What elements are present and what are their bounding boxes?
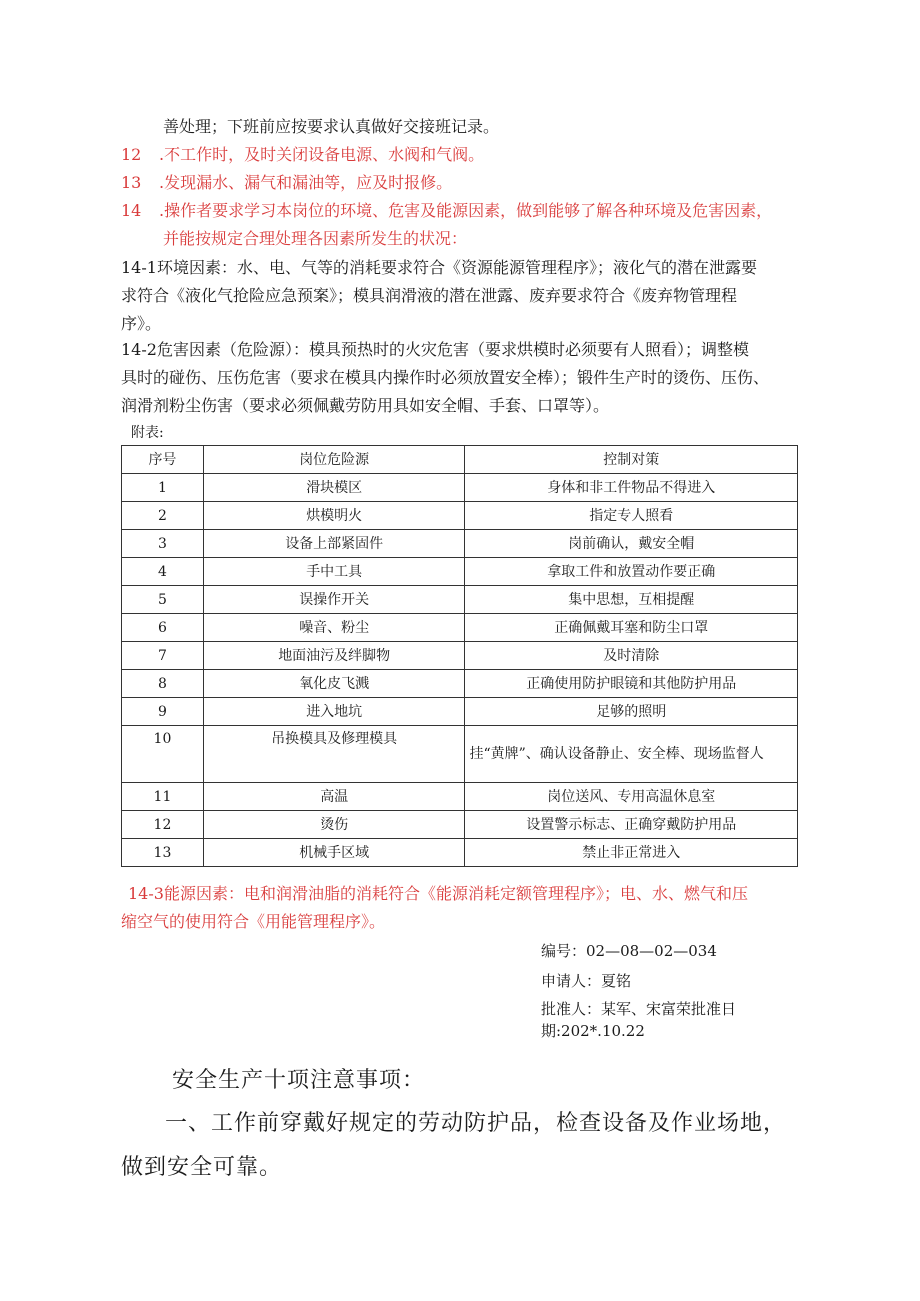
table-row [122, 530, 798, 558]
row-control: 岗前确认，戴安全帽 [465, 530, 798, 558]
env-factors-line3: 序》。 [121, 314, 162, 333]
row-no: 11 [122, 783, 204, 811]
table-row [122, 502, 798, 530]
env-factors-line1: 14-1环境因素：水、电、气等的消耗要求符合《资源能源管理程序》；液化气的潜在泄露要 [121, 258, 757, 277]
row-no: 8 [122, 670, 204, 698]
row-hazard: 进入地坑 [203, 698, 465, 726]
hazard-factors-line1: 14-2危害因素（危险源）：模具预热时的火灾危害（要求烘模时必须要有人照看）；调整模 [121, 340, 749, 359]
row-hazard: 设备上部紧固件 [203, 530, 465, 558]
row-no: 5 [122, 586, 204, 614]
row-no: 1 [122, 474, 204, 502]
row-hazard: 烫伤 [203, 811, 465, 839]
table-row [122, 474, 798, 502]
hazard-factors-line3: 润滑剂粉尘伤害（要求必须佩戴劳防用具如安全帽、手套、口罩等）。 [121, 396, 610, 415]
row-hazard: 吊换模具及修理模具 [203, 726, 465, 783]
document-code: 编号：02—08—02—034 [541, 942, 717, 960]
table-row [122, 642, 798, 670]
intro-line: 善处理；下班前应按要求认真做好交接班记录。 [163, 117, 500, 136]
row-hazard: 误操作开关 [203, 586, 465, 614]
row-hazard: 手中工具 [203, 558, 465, 586]
row-no: 6 [122, 614, 204, 642]
item-13 [121, 169, 452, 197]
item-number: 12 [121, 145, 142, 164]
item-14 [121, 197, 772, 225]
hazard-control-table [121, 445, 798, 867]
row-hazard: 噪音、粉尘 [203, 614, 465, 642]
row-no: 12 [122, 811, 204, 839]
row-no: 2 [122, 502, 204, 530]
row-no: 3 [122, 530, 204, 558]
approver-line2: 期:202*.10.22 [541, 1022, 645, 1040]
hazard-factors-line2: 具时的碰伤、压伤危害（要求在模具内操作时必须放置安全棒）；锻件生产时的烫伤、压伤、 [121, 368, 770, 387]
table-row [122, 614, 798, 642]
item-text: .操作者要求学习本岗位的环境、危害及能源因素，做到能够了解各种环境及危害因素， [159, 201, 773, 220]
table-row [122, 698, 798, 726]
row-no: 7 [122, 642, 204, 670]
item-text: .不工作时，及时关闭设备电源、水阀和气阀。 [159, 145, 485, 164]
row-no: 9 [122, 698, 204, 726]
table-row [122, 558, 798, 586]
row-no: 4 [122, 558, 204, 586]
table-row [122, 839, 798, 867]
safety-title: 安全生产十项注意事项： [172, 1068, 426, 1093]
safety-item1-line2: 做到安全可靠。 [121, 1155, 283, 1180]
approver-line1: 批准人：某军、宋富荣批准日 [541, 1000, 737, 1018]
row-hazard: 滑块模区 [203, 474, 465, 502]
row-control: 集中思想，互相提醒 [465, 586, 798, 614]
row-hazard: 烘模明火 [203, 502, 465, 530]
header-hazard: 岗位危险源 [203, 446, 465, 474]
row-control: 及时清除 [465, 642, 798, 670]
table-row [122, 726, 798, 783]
row-control: 正确佩戴耳塞和防尘口罩 [465, 614, 798, 642]
row-hazard: 高温 [203, 783, 465, 811]
table-row [122, 670, 798, 698]
table-row [122, 783, 798, 811]
row-hazard: 机械手区域 [203, 839, 465, 867]
row-control: 身体和非工件物品不得进入 [465, 474, 798, 502]
row-hazard: 地面油污及绊脚物 [203, 642, 465, 670]
row-control: 正确使用防护眼镜和其他防护用品 [465, 670, 798, 698]
header-control: 控制对策 [465, 446, 798, 474]
table-caption: 附表: [131, 425, 164, 441]
row-control: 足够的照明 [465, 698, 798, 726]
row-no: 13 [122, 839, 204, 867]
header-no: 序号 [122, 446, 204, 474]
table-header-row [122, 446, 798, 474]
row-control: 岗位送风、专用高温休息室 [465, 783, 798, 811]
energy-factors-line1: 14-3能源因素：电和润滑油脂的消耗符合《能源消耗定额管理程序》；电、水、燃气和压 [128, 884, 748, 903]
item-text: .发现漏水、漏气和漏油等，应及时报修。 [159, 173, 453, 192]
row-control: 禁止非正常进入 [465, 839, 798, 867]
row-hazard: 氧化皮飞溅 [203, 670, 465, 698]
env-factors-line2: 求符合《液化气抢险应急预案》；模具润滑液的潜在泄露、废弃要求符合《废弃物管理程 [121, 286, 738, 305]
applicant: 申请人：夏铭 [541, 972, 632, 990]
item-12 [121, 141, 484, 169]
energy-factors-line2: 缩空气的使用符合《用能管理程序》。 [121, 912, 386, 931]
row-control: 挂“黄牌”、确认设备静止、安全棒、现场监督人 [465, 726, 798, 783]
row-control: 拿取工件和放置动作要正确 [465, 558, 798, 586]
row-control: 设置警示标志、正确穿戴防护用品 [465, 811, 798, 839]
table-row [122, 811, 798, 839]
safety-item1-line1: 一、工作前穿戴好规定的劳动防护品，检查设备及作业场地， [165, 1111, 787, 1136]
row-control: 指定专人照看 [465, 502, 798, 530]
item-number: 14 [121, 201, 142, 220]
table-row [122, 586, 798, 614]
item-14-continuation: 并能按规定合理处理各因素所发生的状况： [163, 229, 468, 248]
item-number: 13 [121, 173, 142, 192]
row-no: 10 [122, 726, 204, 783]
